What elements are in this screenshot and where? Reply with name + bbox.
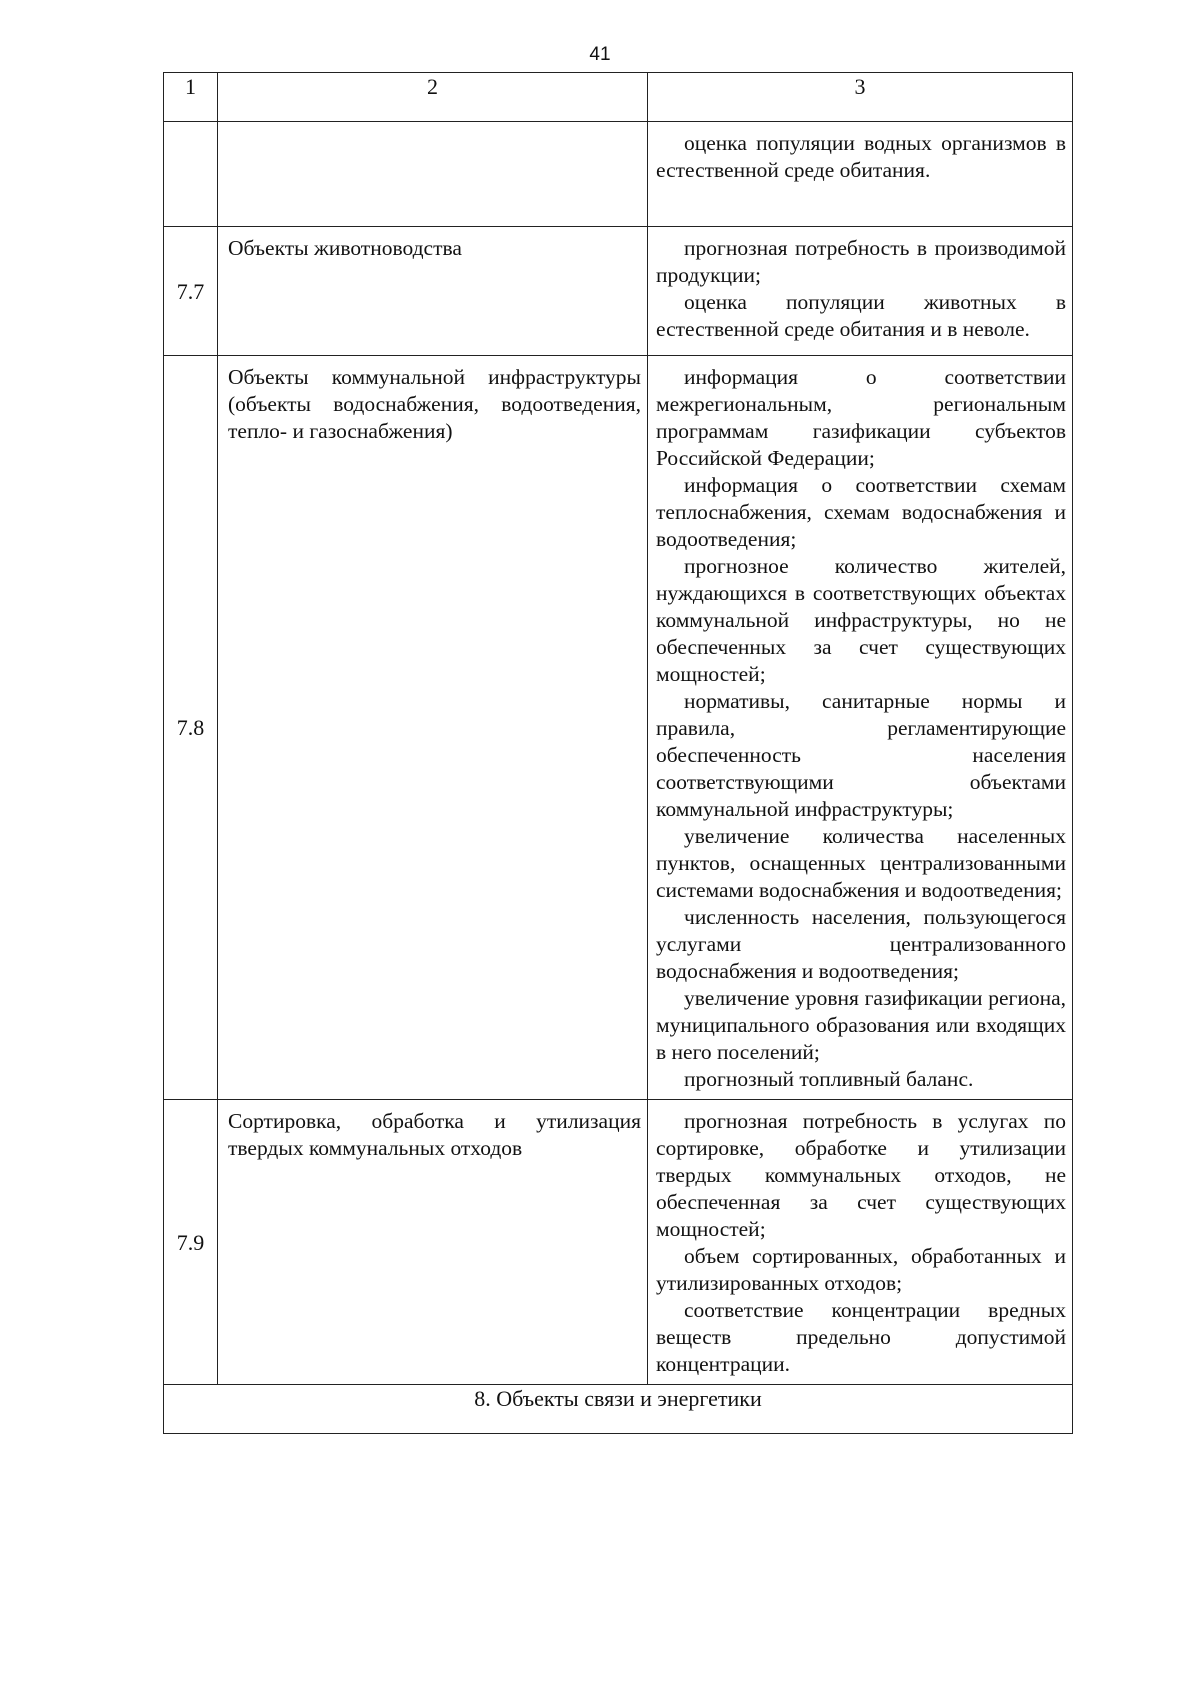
section-heading: 8. Объекты связи и энергетики [164,1385,1073,1434]
indicator-item: оценка популяции животных в естественной среде обитания и в неволе. [656,290,1066,341]
row-number [164,122,218,227]
page-number: 41 [589,44,611,65]
header-cell-1: 1 [164,73,218,122]
table-row [164,356,1073,1100]
indicator-item: прогнозная потребность в услугах по сортировке, обработке и утилизации твердых коммунальных отходов, не обеспеченная за счет существующих мощностей; [656,1109,1066,1241]
row-number: 7.8 [164,356,218,1100]
indicator-item: прогнозная потребность в производимой продукции; [656,236,1066,287]
object-cell: Объекты животноводства [218,227,648,356]
table-header-row [164,73,1073,122]
row-number: 7.7 [164,227,218,356]
criteria-table [163,72,1073,1434]
indicators-cell [648,227,1073,356]
indicators-cell [648,122,1073,227]
table-row [164,227,1073,356]
object-cell: Сортировка, обработка и утилизация твердых коммунальных отходов [218,1100,648,1385]
indicator-item: прогнозное количество жителей, нуждающихся в соответствующих объектах коммунальной инфраструктуры, но не обеспеченных за счет существующих мощностей; [656,554,1066,686]
table-row [164,1100,1073,1385]
indicator-item: оценка популяции водных организмов в естественной среде обитания. [656,131,1066,182]
indicator-item: нормативы, санитарные нормы и правила, регламентирующие обеспеченность населения соответствующими объектами коммунальной инфраструктуры; [656,689,1066,821]
indicator-item: информация о соответствии схемам теплоснабжения, схемам водоснабжения и водоотведения; [656,473,1066,551]
indicator-item: увеличение количества населенных пунктов, оснащенных централизованными системами водоснабжения и водоотведения; [656,824,1066,902]
indicators-cell [648,1100,1073,1385]
object-cell [218,122,648,227]
indicator-item: численность населения, пользующегося услугами централизованного водоснабжения и водоотведения; [656,905,1066,983]
indicator-item: прогнозный топливный баланс. [684,1067,974,1091]
section-row [164,1385,1073,1434]
header-cell-2: 2 [218,73,648,122]
indicator-item: информация о соответствии межрегиональным, региональным программам газификации субъектов Российской Федерации; [656,365,1066,470]
table-row [164,122,1073,227]
row-number: 7.9 [164,1100,218,1385]
indicator-item: соответствие концентрации вредных веществ предельно допустимой концентрации. [656,1298,1066,1376]
indicator-item: объем сортированных, обработанных и утилизированных отходов; [656,1244,1066,1295]
header-cell-3: 3 [648,73,1073,122]
indicator-item: увеличение уровня газификации региона, муниципального образования или входящих в него поселений; [656,986,1066,1064]
indicators-cell [648,356,1073,1100]
object-cell: Объекты коммунальной инфраструктуры (объекты водоснабжения, водоотведения, тепло- и газоснабжения) [218,356,648,1100]
